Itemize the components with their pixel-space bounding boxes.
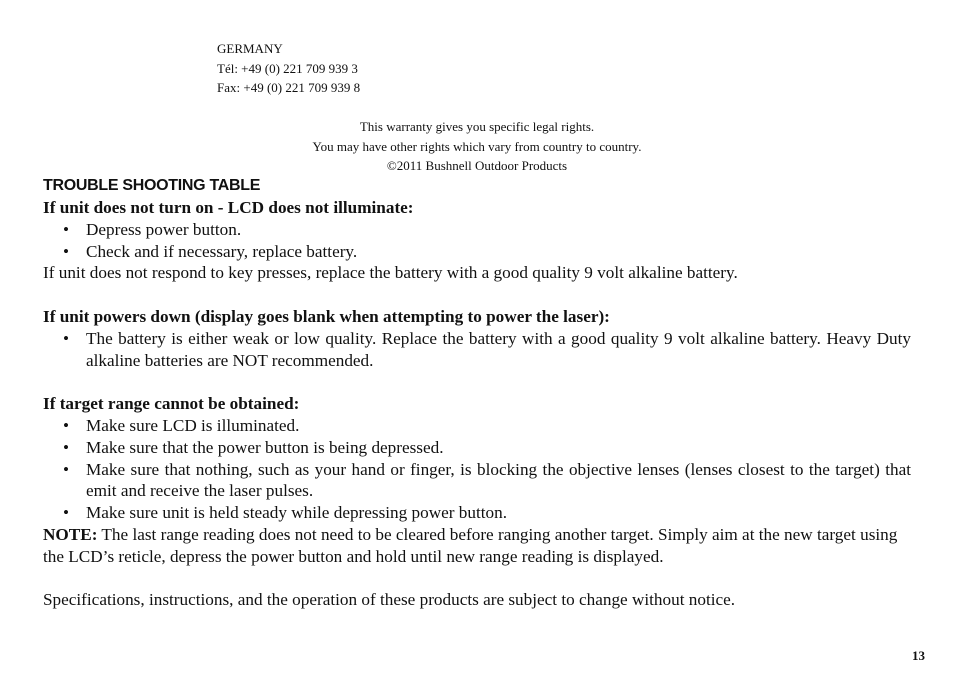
spacer [43,284,911,306]
spacer [43,568,911,590]
list-item: • Make sure unit is held steady while depressing power button. [43,502,911,524]
section-no-range-list [43,415,911,524]
troubleshooting-title: TROUBLE SHOOTING TABLE [43,177,261,194]
address-fax: Fax: +49 (0) 221 709 939 8 [217,80,361,95]
section-no-power-heading: If unit does not turn on - LCD does not illuminate: [43,198,414,217]
list-item: • Check and if necessary, replace battery. [43,241,911,263]
disclaimer: Specifications, instructions, and the operation of these products are subject to change without notice. [43,590,736,610]
address-block [217,39,360,98]
note-paragraph [43,524,911,568]
list-item: • Make sure that nothing, such as your hand or finger, is blocking the objective lenses (lenses closest to the target) that emit and receive the laser pulses. [43,459,911,503]
troubleshooting-section [43,175,911,611]
address-telephone: Tél: +49 (0) 221 709 939 3 [217,60,358,76]
legal-line-1: This warranty gives you specific legal rights. [359,119,595,134]
legal-line-2: You may have other rights which vary from country to country. [312,138,642,154]
warranty-legal-block [250,117,704,176]
list-item: • The battery is either weak or low quality. Replace the battery with a good quality 9 volt alkaline battery. Heavy Duty alkaline batteries are NOT recommended. [43,328,911,372]
address-country: GERMANY [217,41,283,56]
note-label: NOTE: [43,524,98,544]
section-no-power-text: If unit does not respond to key presses, replace the battery with a good quality 9 volt alkaline battery. [43,263,738,283]
list-item: • Make sure LCD is illuminated. [43,415,911,437]
section-no-range-heading: If target range cannot be obtained: [43,394,300,414]
copyright: ©2011 Bushnell Outdoor Products [386,158,568,173]
spacer [43,371,911,393]
list-item: • Depress power button. [43,219,911,241]
section-powers-down-heading: If unit powers down (display goes blank when attempting to power the laser): [43,306,610,326]
section-no-power-list [43,219,911,263]
section-powers-down-list [43,328,911,372]
list-item: • Make sure that the power button is being depressed. [43,437,911,459]
note-text: The last range reading does not need to be cleared before ranging another target. Simply aim at the new target using the LCD’s reticle, depress the power button and hold until new range reading is displayed. [43,524,898,566]
page-number: 13 [912,648,925,663]
